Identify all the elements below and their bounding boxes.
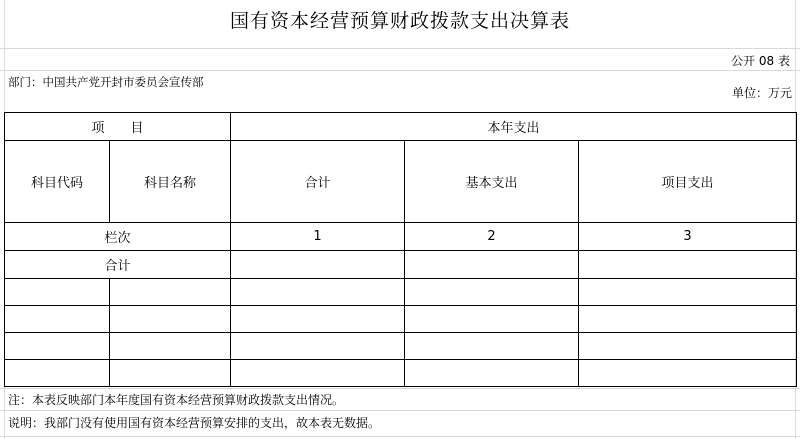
gridline: [0, 410, 800, 411]
report-title: 国有资本经营预算财政拨款支出决算表: [229, 10, 570, 32]
gridline: [0, 48, 800, 49]
table-cell[interactable]: [579, 333, 797, 360]
col-project-expenditure: 项目支出: [579, 141, 797, 223]
table-cell[interactable]: [231, 360, 405, 387]
col-total: 合计: [231, 141, 405, 223]
table-cell[interactable]: [110, 360, 231, 387]
gridline: [0, 70, 800, 71]
table-cell[interactable]: [405, 360, 579, 387]
table-cell[interactable]: [579, 251, 797, 279]
seq-value: 3: [579, 223, 797, 251]
table-cell[interactable]: [579, 306, 797, 333]
table-cell[interactable]: [5, 333, 110, 360]
sequence-row: [5, 223, 797, 251]
department-label: 部门：中国共产党开封市委员会宣传部: [8, 75, 204, 89]
seq-label: 栏次: [5, 223, 231, 251]
total-row: [5, 251, 797, 279]
table-cell[interactable]: [405, 251, 579, 279]
table-cell[interactable]: [231, 306, 405, 333]
budget-table: [4, 112, 797, 387]
table-row: [5, 360, 797, 387]
item-header: 项 目: [5, 113, 231, 141]
table-cell[interactable]: [110, 279, 231, 306]
footnote: 注：本表反映部门本年度国有资本经营预算财政拨款支出情况。: [8, 393, 345, 407]
unit-label: 单位：万元: [731, 86, 792, 100]
table-cell[interactable]: [110, 333, 231, 360]
col-subject-code: 科目代码: [5, 141, 110, 223]
table-cell[interactable]: [405, 333, 579, 360]
table-cell[interactable]: [405, 279, 579, 306]
table-cell[interactable]: [579, 279, 797, 306]
current-year-header: 本年支出: [231, 113, 797, 141]
col-subject-name: 科目名称: [110, 141, 231, 223]
table-cell[interactable]: [405, 306, 579, 333]
explanation-note: 说明：我部门没有使用国有资本经营预算安排的支出，故本表无数据。: [8, 416, 381, 430]
table-row: [5, 333, 797, 360]
table-cell[interactable]: [231, 333, 405, 360]
table-row: [5, 306, 797, 333]
total-row-label: 合计: [5, 251, 231, 279]
seq-value: 2: [405, 223, 579, 251]
table-row: [5, 279, 797, 306]
header-row-top: [5, 113, 797, 141]
col-basic-expenditure: 基本支出: [405, 141, 579, 223]
table-cell[interactable]: [579, 360, 797, 387]
table-cell[interactable]: [231, 279, 405, 306]
table-cell[interactable]: [5, 360, 110, 387]
gridline: [0, 388, 800, 389]
header-row-columns: [5, 141, 797, 223]
gridline: [0, 436, 800, 437]
table-cell[interactable]: [5, 279, 110, 306]
form-code: 公开 08 表: [731, 54, 790, 68]
table-cell[interactable]: [231, 251, 405, 279]
seq-value: 1: [231, 223, 405, 251]
table-cell[interactable]: [110, 306, 231, 333]
table-cell[interactable]: [5, 306, 110, 333]
